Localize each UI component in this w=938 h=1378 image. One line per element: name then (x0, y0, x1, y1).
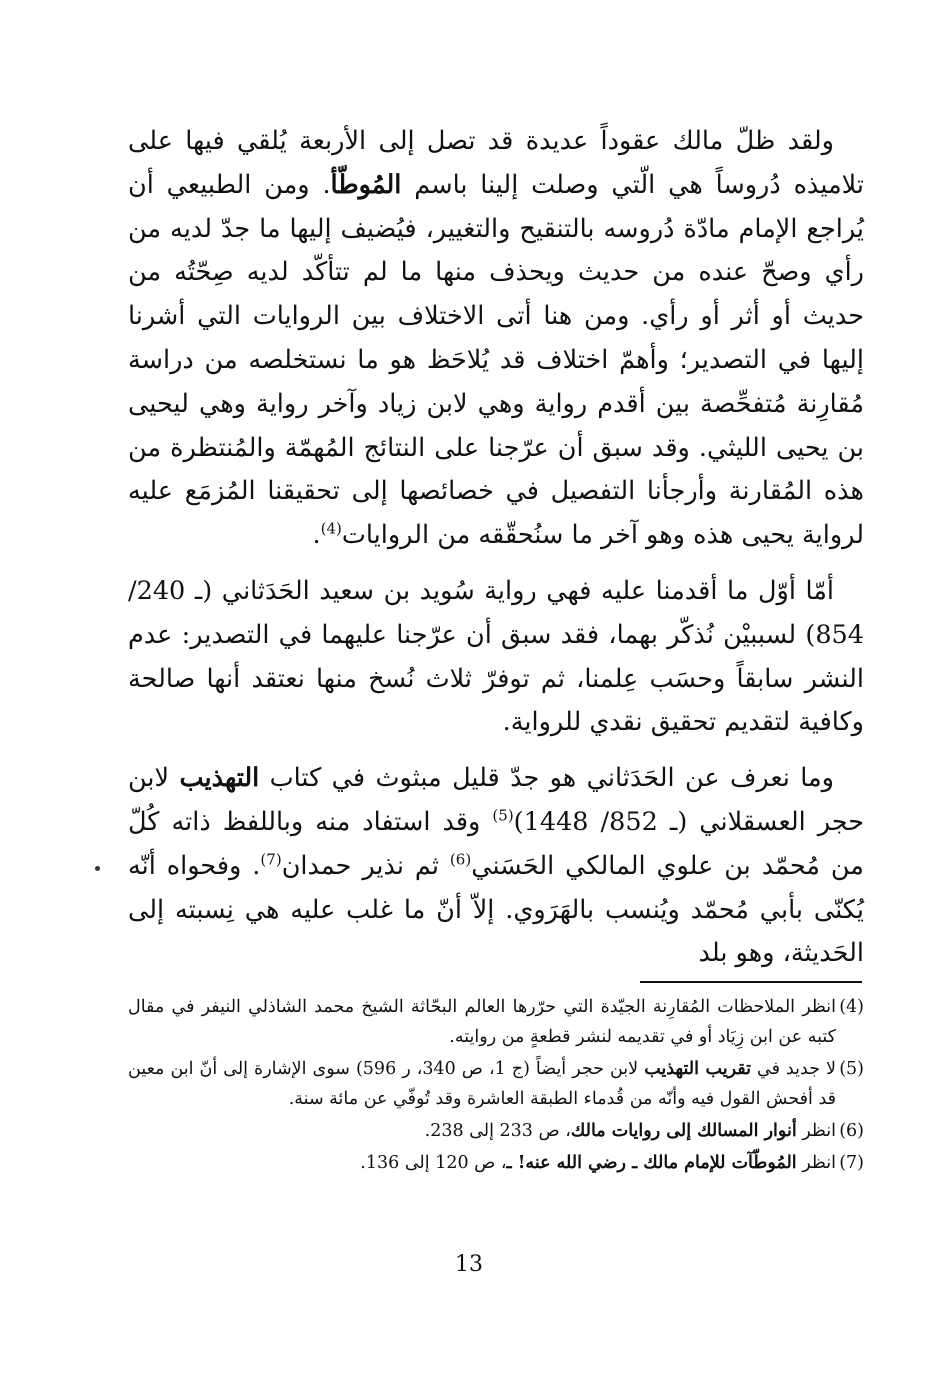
footnote-ref: (7) (260, 850, 282, 869)
paragraph-3 (128, 757, 864, 976)
text-run: انظر (796, 1121, 836, 1141)
margin-mark (95, 866, 100, 871)
footnote-7 (128, 1148, 864, 1178)
footnote-number: (4) (839, 997, 864, 1017)
bold-text: المُوطّآت للإمام مالك ـ رضي الله عنه! ـ (506, 1153, 797, 1173)
footnote-ref: (5) (492, 806, 514, 825)
main-text (128, 120, 864, 976)
text-run: انظر (796, 1153, 836, 1173)
text-run: ، ص 233 إلى 238. (424, 1121, 571, 1141)
footnote-number: (7) (839, 1153, 864, 1173)
footnote-number: (6) (839, 1121, 864, 1141)
footnote-6 (128, 1116, 864, 1146)
footnote-separator (640, 981, 862, 983)
footnotes (128, 992, 864, 1180)
text-run: لابن حجر أيضاً (ج 1، ص 340، ر 596) سوى الإشارة إلى أنّ ابن معين قد أفحش القول فيه وأنّه من قُدماء الطبقة العاشرة وقد تُوفّي عن مائة سنة. (128, 1059, 836, 1109)
text-run: . ومن الطبيعي أن يُراجع الإمام مادّة دُروسه بالتنقيح والتغيير، فيُضيف إليها ما جدّ لديه من رأي وصحّ عنده من حديث ويحذف منها ما لم تتأكّد لديه صِحّتُه من حديث أو أثر أو رأي. ومن هنا أتى الاختلاف بين الروايات التي أشرنا إليها في التصدير؛ وأهمّ اختلاف قد يُلاحَظ هو ما نستخلصه من دراسة مُقارِنة مُتفحِّصة بين أقدم رواية وهي لابن زياد وآخر رواية وهي ليحيى بن يحيى الليثي. وقد سبق أن عرّجنا على النتائج المُهمّة والمُنتظرة من هذه المُقارنة وأرجأنا التفصيل في خصائصها إلى تحقيقنا المُزمَع عليه لرواية يحيى هذه وهو آخر ما سنُحقّقه من الروايات (128, 169, 864, 551)
text-run: ، ص 120 إلى 136. (360, 1153, 507, 1173)
text-run: وقد استفاد منه وباللفظ ذاته كُلّ من مُحمّد بن علوي المالكي الحَسَني (128, 806, 864, 881)
text-run: لا جديد في (750, 1059, 837, 1079)
paragraph-1 (128, 120, 864, 558)
footnote-ref: (6) (449, 850, 472, 869)
footnote-4 (128, 992, 864, 1052)
footnote-5 (128, 1054, 864, 1114)
text-run: لابن حجر العسقلاني (ـ 852/ 1448) (128, 763, 864, 837)
bold-text: المُوطّأ (330, 169, 402, 200)
text-run: ثم نذير حمدان (281, 850, 450, 881)
footnote-ref: (4) (320, 519, 342, 538)
footnote-text (360, 1153, 836, 1173)
text-run: . وفحواه أنّه يُكنّى بأبي مُحمّد ويُنسب بالهَرَوي. إلاّ أنّ ما غلب عليه هي نِسبته إلى الحَديثة، وهو بلد (128, 850, 864, 969)
bold-text: أنوار المسالك إلى روايات مالك (570, 1121, 797, 1141)
footnote-number: (5) (839, 1059, 864, 1079)
page-number: 13 (455, 1252, 483, 1277)
text-run: ولقد ظلّ مالك عقوداً عديدة قد تصل إلى الأربعة يُلقي فيها على تلاميذه دُروساً هي الّتي وصلت إلينا باسم (128, 126, 864, 200)
text-run: أمّا أوّل ما أقدمنا عليه فهي رواية سُويد بن سعيد الحَدَثاني (ـ 240/ 854) لسببيْن نُذكّر بهما، فقد سبق أن عرّجنا عليهما في التصدير: عدم النشر سابقاً وحسَب عِلمنا، ثم توفرّ ثلاث نُسخ منها نعتقد أنها صالحة وكافية لتقديم تحقيق نقدي للرواية. (128, 575, 864, 738)
text-run: انظر الملاحظات المُقارِنة الجيّدة التي حرّرها العالم البحّاثة الشيخ محمد الشاذلي النيفر في مقال كتبه عن ابن زِيَاد أو في تقديمه لنشر قطعةٍ من روايته. (128, 997, 836, 1047)
text-run: وما نعرف عن الحَدَثاني هو جدّ قليل مبثوث في كتاب (259, 763, 834, 794)
bold-text: تقريب التهذيب (644, 1059, 751, 1079)
paragraph-2 (128, 570, 864, 745)
footnote-text (425, 1121, 836, 1141)
footnote-text (128, 997, 836, 1047)
text-run: . (312, 520, 321, 551)
bold-text: التهذيب (179, 763, 260, 794)
footnote-text (128, 1059, 836, 1109)
